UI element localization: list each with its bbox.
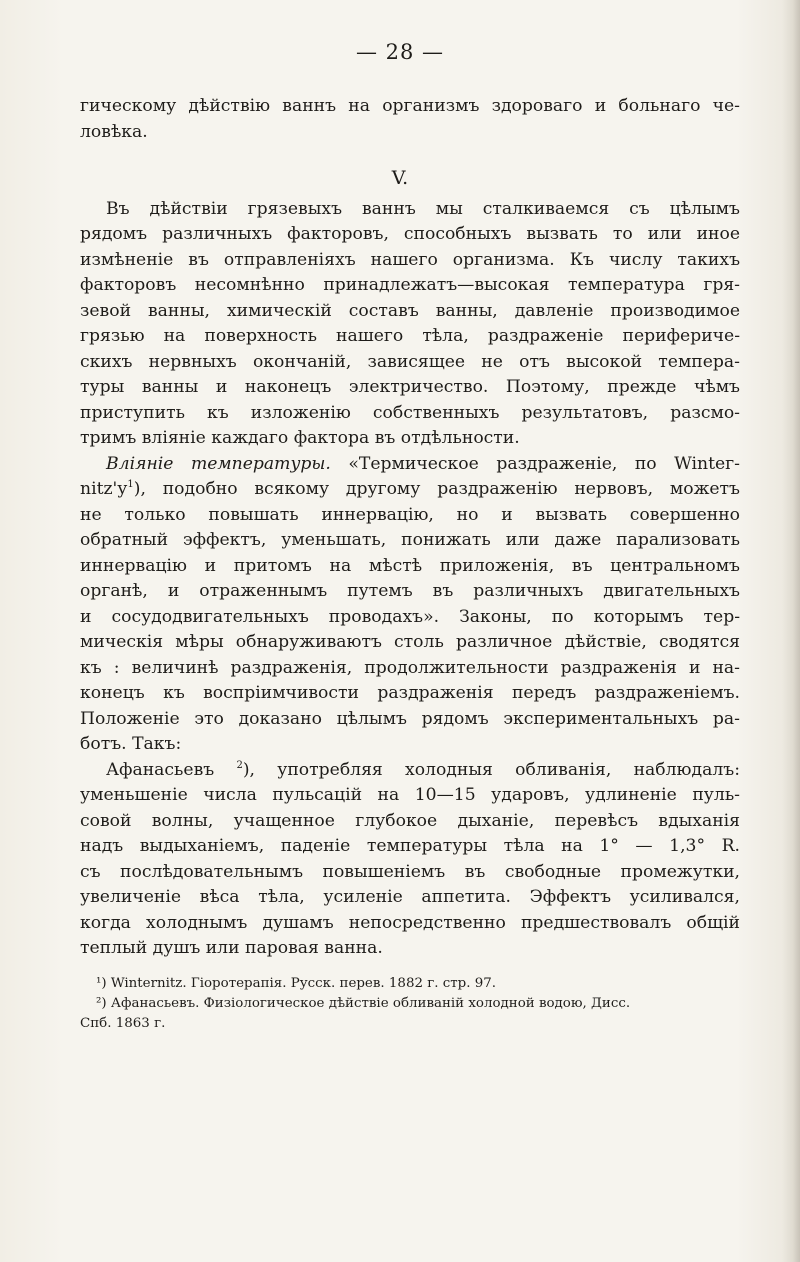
paragraph-line: совой волны, учащенное глубокое дыханіе, перевѣсъ вдыханія	[80, 811, 740, 831]
paragraph-line: приступить къ изложенію собственныхъ результатовъ, разсмо-	[80, 403, 740, 423]
paragraph-line: зевой ванны, химическій составъ ванны, давленіе производимое	[80, 301, 740, 321]
subheading-temperature: Вліяніе температуры.	[106, 454, 331, 474]
page-number: — 28 —	[355, 40, 445, 64]
paragraph-line: когда холоднымъ душамъ непосредственно предшествовалъ общій	[80, 913, 740, 933]
paragraph-text: Афанасьевъ	[106, 760, 215, 780]
paragraph-line: не только повышать иннервацію, но и вызвать совершенно	[80, 505, 740, 525]
paragraph-line: ботъ. Такъ:	[80, 734, 182, 754]
paragraph-line	[80, 452, 740, 478]
paragraph-line	[80, 758, 740, 784]
paragraph-line: тримъ вліяніе каждаго фактора въ отдѣльности.	[80, 428, 520, 448]
footnote-2: ²) Афанасьевъ. Физіологическое дѣйствіе обливаній холодной водою, Дисс.	[96, 996, 631, 1011]
paragraph-line: надъ выдыханіемъ, паденіе температуры тѣла на 1° — 1,3° R.	[80, 836, 740, 856]
paragraph-line: къ : величинѣ раздраженія, продолжительности раздраженія и на-	[80, 658, 740, 678]
paragraph-line	[80, 477, 740, 503]
paragraph-line: рядомъ различныхъ факторовъ, способныхъ вызвать то или иное	[80, 224, 740, 244]
footnote-2-continuation: Спб. 1863 г.	[80, 1016, 166, 1031]
paragraph-line: обратный эффектъ, уменьшать, понижать или даже парализовать	[80, 530, 740, 550]
paragraph-line: скихъ нервныхъ окончаній, зависящее не отъ высокой темпера-	[80, 352, 740, 372]
paragraph-line: измѣненіе въ отправленіяхъ нашего организма. Къ числу такихъ	[80, 250, 740, 270]
footnote-reference-1: 1	[127, 479, 134, 490]
paragraph-text: ), употребляя холодныя обливанія, наблюдалъ:	[242, 760, 740, 780]
paragraph-line: Въ дѣйствіи грязевыхъ ваннъ мы сталкиваемся съ цѣлымъ	[106, 199, 740, 219]
paragraph-line: и сосудодвигательныхъ проводахъ». Законы, по которымъ тер-	[80, 607, 740, 627]
paragraph-line: туры ванны и наконецъ электричество. Поэтому, прежде чѣмъ	[80, 377, 740, 397]
footnote-1: ¹) Wintеrnitz. Гіоротерапія. Русск. перев. 1882 г. стр. 97.	[96, 976, 497, 991]
paragraph-line: конецъ къ воспріимчивости раздраженія передъ раздраженіемъ.	[80, 683, 740, 703]
paragraph-line: иннервацію и притомъ на мѣстѣ приложенія, въ центральномъ	[80, 556, 740, 576]
page-edge-shadow	[782, 0, 800, 1262]
continuation-line-1: гическому дѣйствію ваннъ на организмъ здороваго и больнаго че-	[80, 96, 740, 116]
footnote-reference-2: 2	[236, 760, 243, 771]
paragraph-text: nitz'у	[80, 479, 128, 499]
paragraph-line: теплый душъ или паровая ванна.	[80, 938, 383, 958]
paragraph-line: мическія мѣры обнаруживаютъ столь различное дѣйствіе, сводятся	[80, 632, 740, 652]
paragraph-text: «Термическое раздраженіе, по Wintег-	[348, 454, 740, 474]
paragraph-line: факторовъ несомнѣнно принадлежатъ—высокая температура гря-	[80, 275, 740, 295]
paragraph-line: съ послѣдовательнымъ повышеніемъ въ свободные промежутки,	[80, 862, 740, 882]
paragraph-line: Положеніе это доказано цѣлымъ рядомъ экспериментальныхъ ра-	[80, 709, 740, 729]
paragraph-line: органѣ, и отраженнымъ путемъ въ различныхъ двигательныхъ	[80, 581, 740, 601]
paragraph-text: ), подобно всякому другому раздраженію нервовъ, можетъ	[133, 479, 740, 499]
paragraph-line: уменьшеніе числа пульсацій на 10—15 ударовъ, удлиненіе пуль-	[80, 785, 740, 805]
paragraph-line: грязью на поверхность нашего тѣла, раздраженіе перифериче-	[80, 326, 740, 346]
continuation-line-2: ловѣка.	[80, 122, 148, 142]
paragraph-line: увеличеніе вѣса тѣла, усиленіе аппетита. Эффектъ усиливался,	[80, 887, 740, 907]
section-heading: V.	[391, 167, 409, 189]
